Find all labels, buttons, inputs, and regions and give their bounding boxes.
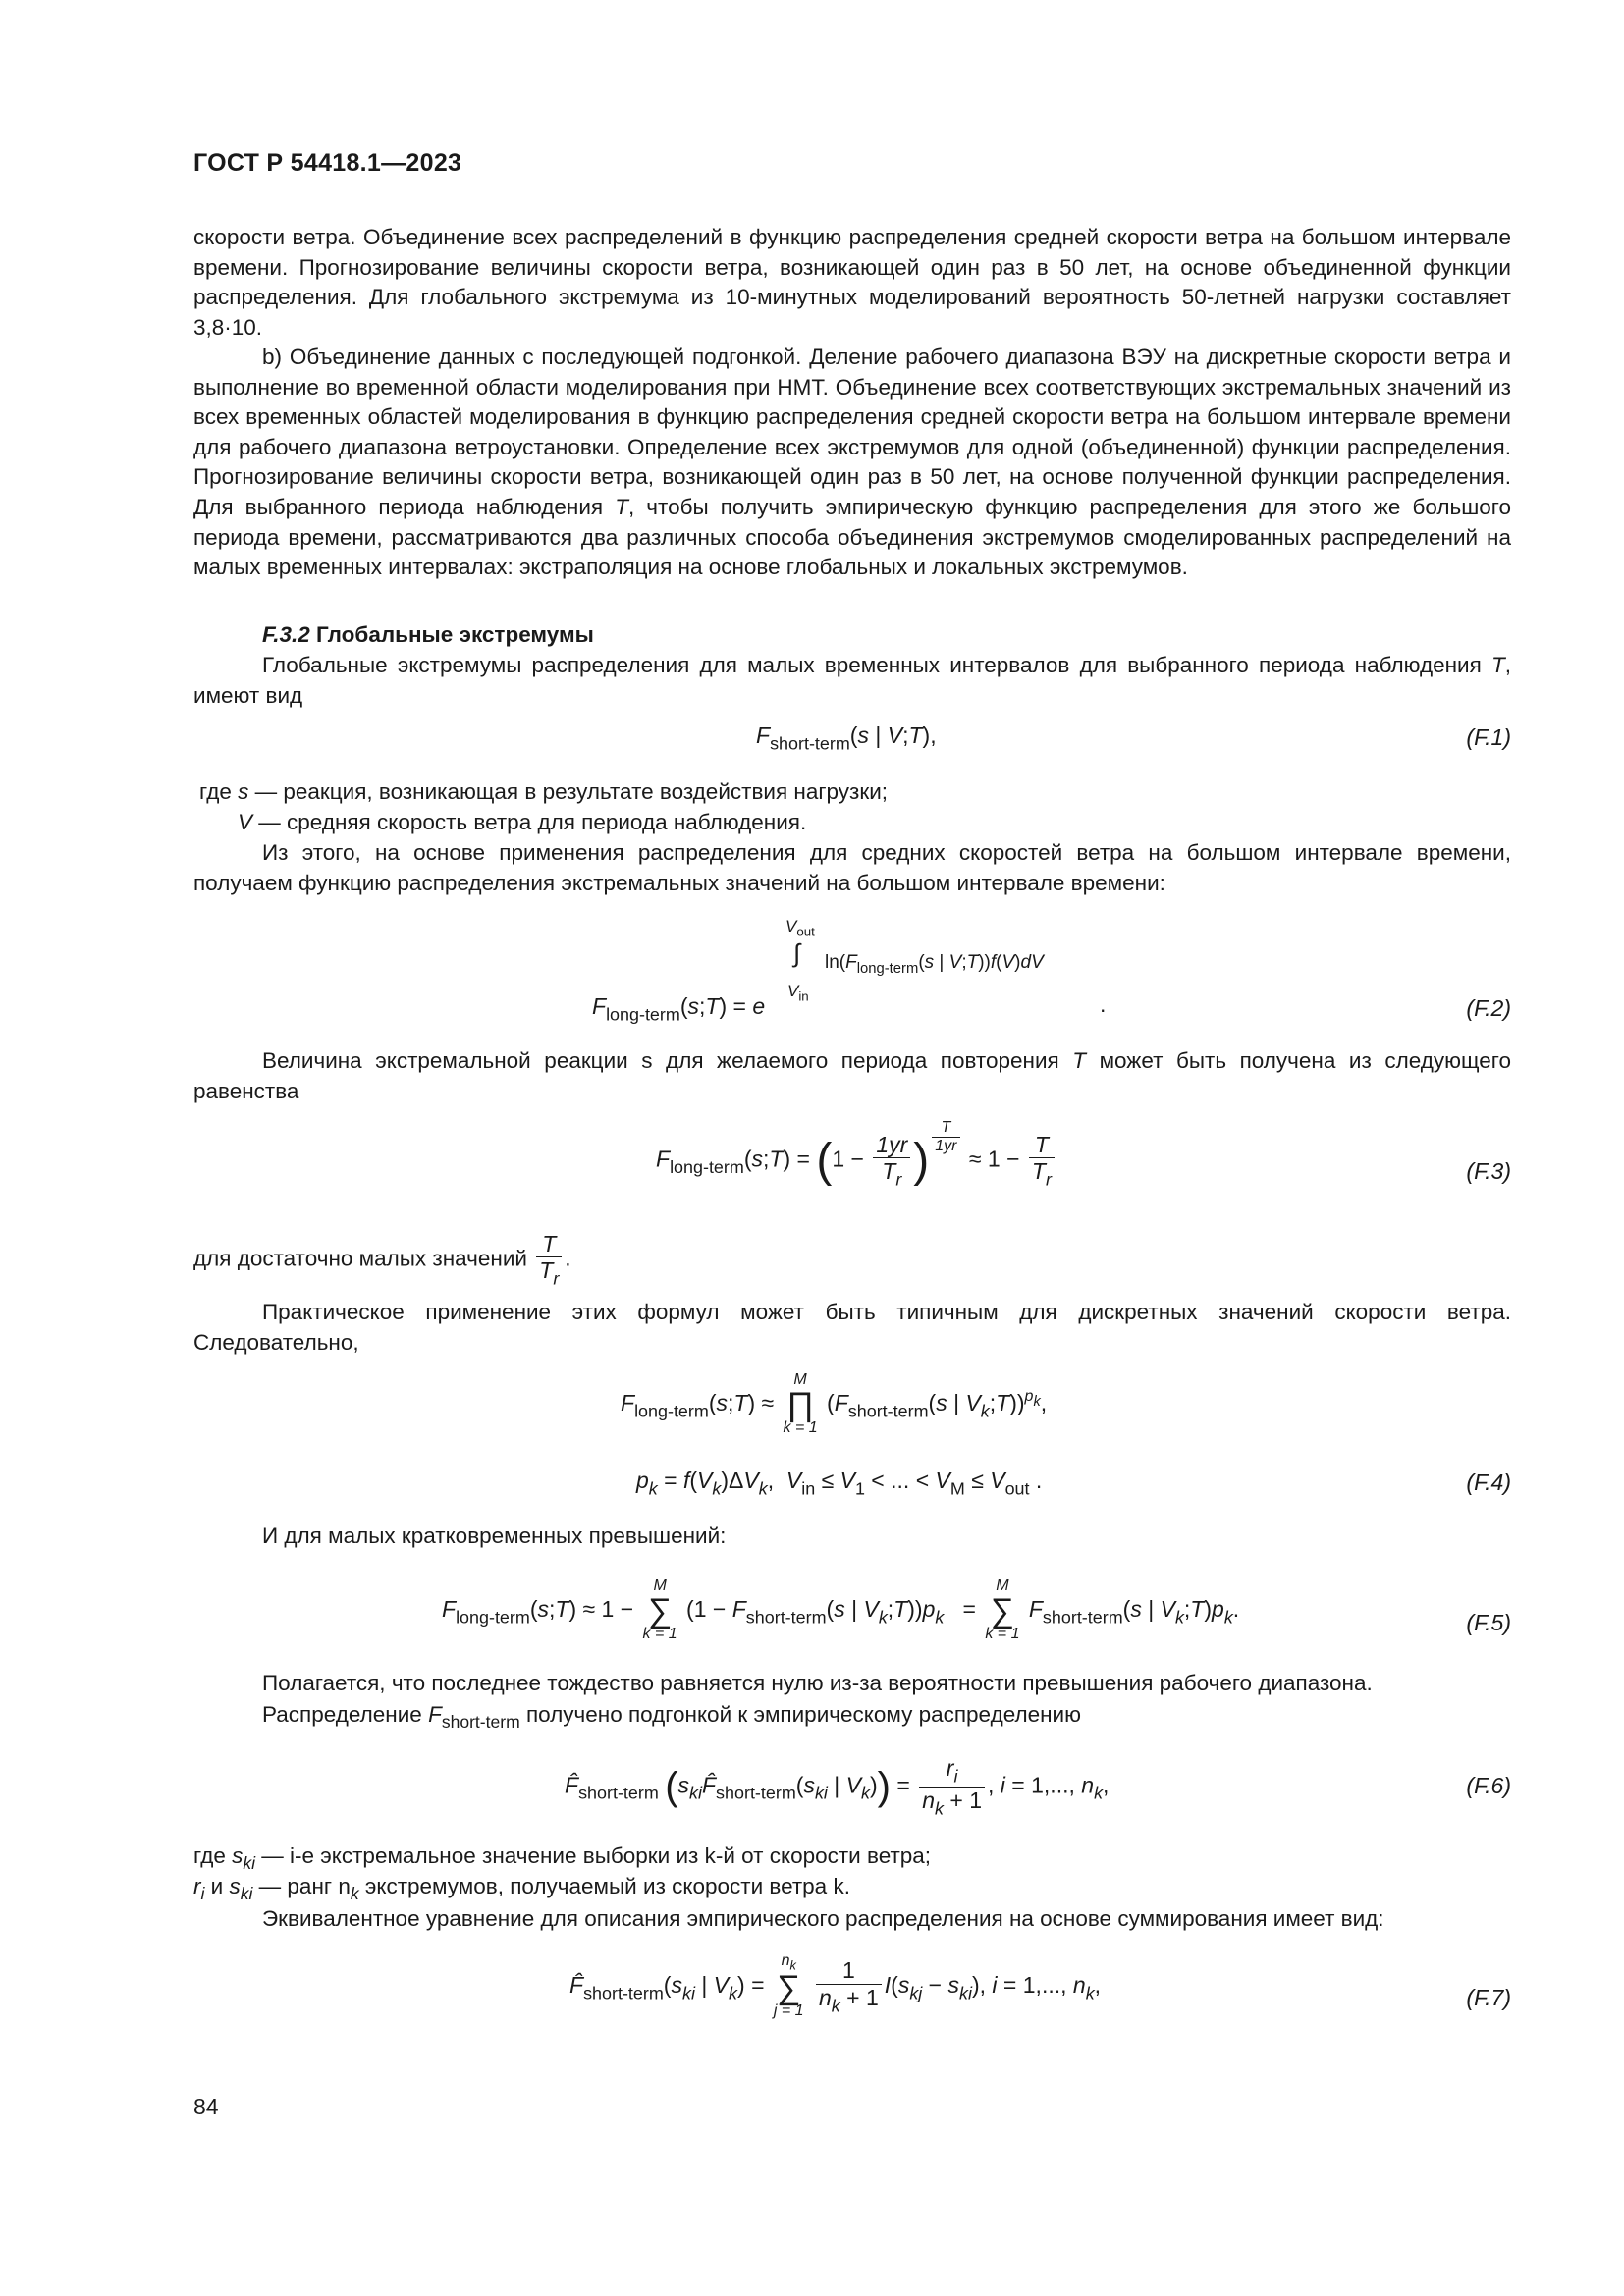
paragraph-3	[193, 651, 1511, 711]
page-number: 84	[193, 2094, 219, 2119]
paragraph-9-text: Полагается, что последнее тождество равняется нулю из-за вероятности превышения рабочего диапазона.	[262, 1671, 1373, 1695]
where-line-2: V — средняя скорость ветра для периода наблюдения.	[238, 810, 807, 834]
equation-F2-exponent: $\ln(F_{long-term}(s$ | V;T))f(V)dV	[825, 952, 1044, 978]
equation-number-F2: (F.2)	[1466, 995, 1511, 1021]
paragraph-11	[193, 1904, 1511, 1935]
paragraph-10: Распределение $F_{short-term}$ получено подгонкой к эмпирическому распределению	[262, 1702, 1081, 1733]
var-T: T	[615, 494, 628, 519]
paragraph-5-text-b: может быть получена из следующего равенства	[193, 1048, 1511, 1103]
equation-F2-period: .	[1100, 991, 1107, 1017]
paragraph-3-text-a: Глобальные экстремумы распределения для малых временных интервалов для выбранного периода наблюдения	[262, 653, 1491, 677]
paragraph-6: для достаточно малых значений $\frac{T}{T_r}$ .	[193, 1231, 571, 1289]
var-T: T	[1490, 653, 1505, 677]
equation-number-F6: (F.6)	[1466, 1773, 1511, 1798]
equation-number-F3: (F.3)	[1466, 1158, 1511, 1184]
section-heading	[262, 620, 594, 650]
section-number: F.3.2	[262, 622, 310, 647]
equation-F2-integral: ∫	[793, 938, 801, 968]
paragraph-1	[193, 223, 1511, 343]
paragraph-3-text-b: , имеют вид	[193, 653, 1511, 708]
where-line-3: где $s_{ki}$ — i-е экстремальное значение выборки из k-й от скорости ветра;	[193, 1843, 932, 1874]
equation-F3: $F_{long-term}(s;T) = (1$ − $\frac{1yr}{T_r}$ ) $^{\frac{T}{1yr}}$ ≈ 1 − $\frac{T}{T_r}$	[656, 1119, 1057, 1190]
paragraph-11-text: Эквивалентное уравнение для описания эмпирического распределения на основе суммирования имеет вид:	[262, 1906, 1384, 1931]
equation-number-F4: (F.4)	[1466, 1469, 1511, 1495]
equation-F2: $F_{long-term}(s;T) = e$	[592, 993, 766, 1025]
paragraph-2-text-a: b) Объединение данных с последующей подгонкой. Деление рабочего диапазона ВЭУ на дискретные скорости ветра и выполнение во временной области моделирования при НМТ. Объединение всех соответствующих экстремальных значений из всех временных областей моделирования в функцию распределения средней скорости ветра на большом интервале времени для рабочего диапазона ветроустановки. Определение всех экстремумов для одной (объединенной) функции распределения. Прогнозирование величины скорости ветра, возникающей один раз в 50 лет, на основе полученной функции распределения. Для выбранного периода наблюдения	[193, 345, 1511, 519]
paragraph-5	[193, 1046, 1511, 1106]
equation-F4: $p_k = f(V_k)\Delta V_k$, $V_{in} \le V_1$ < ... < $V_M \le V_{out}$ .	[636, 1468, 1043, 1499]
paragraph-5-text-a: Величина экстремальной реакции s для желаемого периода повторения	[262, 1048, 1073, 1073]
var-T: T	[1072, 1048, 1087, 1073]
equation-F6: $F̂_{short-term}$ ($s_{ki}F̂_{short-term}(s_{ki}$ | $V_k$)) = $\frac{r_i}{n_k + 1}$ , i = 1,..., $n_k$,	[565, 1755, 1110, 1819]
paragraph-7-text: Практическое применение этих формул может быть типичным для дискретных значений скорости ветра. Следовательно,	[193, 1300, 1511, 1355]
paragraph-4	[193, 838, 1511, 898]
equation-number-F1: (F.1)	[1466, 724, 1511, 750]
paragraph-6-text: для достаточно малых значений	[193, 1246, 527, 1271]
paragraph-2	[193, 343, 1511, 583]
paragraph-8-text: И для малых кратковременных превышений:	[262, 1523, 727, 1548]
equation-F2-lower-limit: $V_{in}$	[787, 982, 809, 1004]
paragraph-1-text: скорости ветра. Объединение всех распределений в функцию распределения средней скорости ветра на большом интервале времени. Прогнозирование величины скорости ветра, возникающей один раз в 50 лет, на основе объединенной функции распределения. Для глобального экстремума из 10-минутных моделирований вероятность 50-летней нагрузки составляет 3,8·10.	[193, 225, 1511, 340]
paragraph-8	[193, 1522, 1511, 1552]
equation-number-F7: (F.7)	[1466, 1985, 1511, 2010]
equation-F4-product: $F_{long-term}(s;T)$ ≈ M ∏ k = 1 ($F_{short-term}(s$ | $V_k;T))^{p_k}$,	[621, 1371, 1048, 1437]
paragraph-2-text-b: , чтобы получить эмпирическую функцию распределения для этого же большого периода времени, рассматриваются два различных способа объединения экстремумов смоделированных распределений на малых временных интервалах: экстраполяция на основе глобальных и локальных экстремумов.	[193, 494, 1511, 580]
equation-F2-upper-limit: $V_{out}$	[785, 917, 815, 939]
paragraph-4-text: Из этого, на основе применения распределения для средних скоростей ветра на большом интервале времени, получаем функцию распределения экстремальных значений на большом интервале времени:	[193, 840, 1511, 895]
equation-number-F5: (F.5)	[1466, 1610, 1511, 1635]
section-title: Глобальные экстремумы	[316, 622, 594, 647]
where-line-4: $r_i$ и $s_{ki}$ — ранг $n_k$ экстремумов, получаемый из скорости ветра k.	[193, 1874, 850, 1904]
paragraph-7	[193, 1298, 1511, 1358]
document-header: ГОСТ Р 54418.1—2023	[193, 149, 462, 177]
where-line-1: где s — реакция, возникающая в результате воздействия нагрузки;	[199, 779, 889, 804]
equation-F1: $F_{short-term}(s$ | V;T),	[756, 722, 937, 754]
equation-F7: $F̂_{short-term}(s_{ki}$ | $V_k$) = $n_k$ ∑ j = 1 $\frac{1}{n_k + 1}$ $I(s_{kj} - s_{ki})$, i = 1,..., $n_k$,	[569, 1952, 1102, 2020]
equation-F5: $F_{long-term}(s;T) \approx 1$ − M ∑ k = 1 ($1 - F_{short-term}(s$ | $V_k;T))p_k$ = M ∑ k = 1 $F_{short-term}(s$ | $V_k;T)p_k$.	[442, 1577, 1240, 1643]
paragraph-9	[262, 1669, 1373, 1698]
